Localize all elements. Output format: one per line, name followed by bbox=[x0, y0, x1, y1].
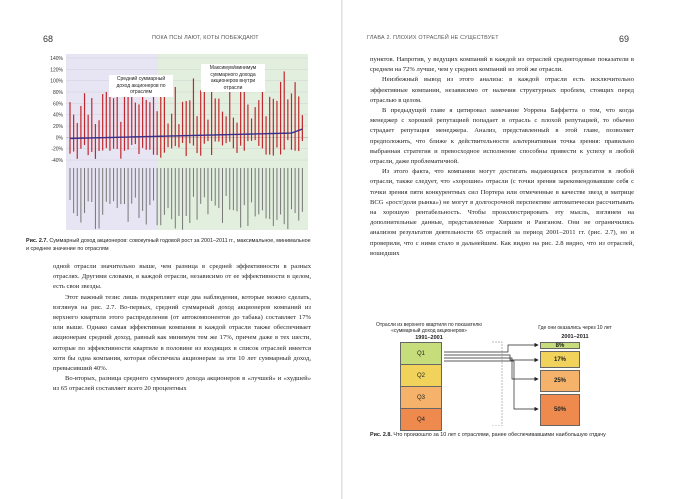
x-tick-label bbox=[295, 168, 296, 213]
x-tick-label bbox=[298, 168, 299, 221]
x-tick-label bbox=[88, 168, 89, 201]
x-tick-label bbox=[91, 168, 92, 202]
x-tick-label bbox=[168, 168, 169, 208]
quartile-q1: Q1 bbox=[400, 342, 442, 365]
range-bar bbox=[247, 104, 248, 141]
x-tick-label bbox=[193, 168, 194, 197]
x-tick-label bbox=[218, 168, 219, 208]
range-bar bbox=[120, 122, 121, 159]
paragraph: Этот важный тезис лишь подкрепляет еще два наблюдения, которые можно сделать, взглянув на рис. 2.7. Во-первых, средний суммарный доход акционеров компаний из верхнего квартиля этого распределения (от автокомпонентов до табака) составляет 17% или выше. Однако самая эффективная компания в каждой отрасли также обеспечивает акционерам средний доход, равный как минимум тем же 17%, причем даже в тех шести, которые по эффективности квартиле в половине из входящих в список отраслей имеется хотя бы одна компания, которая обеспечила акционерам за эти 10 лет суммарный доход, превысивший 40%. bbox=[53, 293, 311, 373]
range-bar bbox=[149, 102, 150, 149]
range-bar bbox=[175, 87, 176, 146]
range-bar bbox=[106, 92, 107, 148]
range-bar bbox=[98, 120, 99, 151]
x-tick-label bbox=[189, 168, 190, 223]
x-tick-label bbox=[178, 168, 179, 216]
y-tick-label: 140% bbox=[50, 56, 63, 62]
arrow-q2 bbox=[444, 355, 538, 360]
x-tick-label bbox=[291, 168, 292, 209]
x-tick-label bbox=[251, 168, 252, 202]
arrow-q1 bbox=[444, 345, 538, 352]
paragraph: пунктов. Напротив, у ведущих компаний в каждой из отраслей среднегодовые показатели в среднем на 72% лучше, чем у средних компаний из этой же отрасли. bbox=[370, 56, 634, 74]
range-bar bbox=[186, 101, 187, 156]
range-bar bbox=[273, 99, 274, 156]
x-tick-label bbox=[186, 168, 187, 216]
y-tick-label: 80% bbox=[52, 90, 63, 96]
range-bar bbox=[77, 123, 78, 159]
x-tick-label bbox=[149, 168, 150, 205]
range-bar bbox=[276, 101, 277, 148]
x-tick-label bbox=[302, 168, 303, 212]
x-tick-label bbox=[95, 168, 96, 229]
outcome-q2: 17% bbox=[540, 351, 580, 368]
quartile-q4: Q4 bbox=[400, 408, 442, 431]
diagram-left-heading: Отрасли из верхнего квартиля по показателю «суммарный доход акционеров» bbox=[375, 322, 483, 334]
x-tick-label bbox=[182, 168, 183, 230]
x-tick-label bbox=[200, 168, 201, 204]
x-tick-label bbox=[211, 168, 212, 201]
range-bar bbox=[287, 99, 288, 140]
annotation-median: Средний суммарный доход акционеров по отраслям bbox=[109, 75, 173, 97]
quartile-diagram bbox=[370, 322, 634, 426]
range-bar bbox=[200, 90, 201, 155]
left-body-text bbox=[53, 262, 311, 395]
x-tick-label bbox=[237, 168, 238, 211]
x-tick-label bbox=[77, 168, 78, 216]
caption-text: Что произошло за 10 лет с отраслями, ранее обеспечивавшими наибольшую отдачу bbox=[393, 432, 606, 438]
arrow-q4 bbox=[444, 361, 538, 409]
y-tick-label: -20% bbox=[51, 146, 63, 153]
x-tick-label bbox=[146, 168, 147, 225]
x-tick-label bbox=[226, 168, 227, 196]
page-number: 68 bbox=[43, 34, 54, 44]
x-tick-label bbox=[84, 168, 85, 213]
diagram-right-heading: Где они оказались через 10 лет bbox=[538, 325, 612, 331]
bracket bbox=[492, 342, 502, 426]
x-tick-label bbox=[142, 168, 143, 211]
range-bar bbox=[291, 93, 292, 149]
range-bar bbox=[251, 118, 252, 140]
x-tick-label bbox=[138, 168, 139, 218]
range-bar bbox=[233, 118, 234, 149]
outcome-q3: 25% bbox=[540, 370, 580, 392]
range-bar bbox=[269, 97, 270, 155]
paragraph: Неизбежный вывод из этого анализа: в каждой отрасли есть исключительно эффективные компании, независимо от наличия структурных проблем, стоящих перед отраслью в целом. bbox=[370, 76, 634, 104]
range-bar bbox=[113, 98, 114, 149]
paragraph: Из этого факта, что компании могут достигать выдающихся результатов в любой отрасли, также следует, что «хорошие» отрасли (с точки зрения зарекомендовавшие себя с точки зрения пяти конкурентных сил Портера или отмеченные в качестве звезд в матрице BCG «рост/доля рынка») не могут в долгосрочной перспективе автоматически рассчитывать на хорошую рентабельность. Чтобы проиллюстрировать эту мысль, взглянем на дополнительные данные, представленные Хиршем и Ранганом. Они не ограничились анализом результатов деятельности 65 отраслей за период 2001–2011 гг. (рис. 2.7), но и проверили, что с ними стало в дальнейшем. Как видно на рис. 2.8 видно, что из отраслей, вошедших bbox=[370, 168, 634, 257]
y-tick-label: 120% bbox=[50, 67, 63, 74]
range-bar bbox=[240, 85, 241, 145]
range-bar bbox=[84, 93, 85, 145]
x-tick-label bbox=[262, 168, 263, 210]
left-page bbox=[0, 0, 342, 499]
x-tick-label bbox=[276, 168, 277, 220]
x-tick-label bbox=[124, 168, 125, 204]
figure-caption bbox=[26, 237, 314, 253]
paragraph: В предыдущей главе я цитировал замечание Уоррена Баффетта о том, что когда менеджер с хорошей репутацией попадает в отрасль с плохой репутацией, то обычно страдает репутация менеджера. Анализ, представленный в этой главе, позволяет предположить, что ближе к действительности альтернативная точка зрения: правильно выбранная стратегия и превосходное исполнение способны привести к успеху в любой отрасли, даже проблематичной. bbox=[370, 107, 634, 166]
range-bar bbox=[182, 102, 183, 143]
y-tick-label: -40% bbox=[51, 158, 63, 164]
x-tick-label bbox=[266, 168, 267, 219]
range-bar bbox=[153, 90, 154, 154]
range-bar bbox=[284, 71, 285, 149]
x-tick-label bbox=[109, 168, 110, 204]
x-tick-label bbox=[258, 168, 259, 214]
page-number: 69 bbox=[619, 34, 630, 44]
range-bar bbox=[138, 104, 139, 154]
x-tick-label bbox=[153, 168, 154, 200]
x-tick-label bbox=[215, 168, 216, 206]
diagram-left-period: 1991–2001 bbox=[415, 335, 443, 341]
range-bar bbox=[88, 115, 89, 155]
y-tick-label: 20% bbox=[52, 124, 63, 130]
range-bar bbox=[73, 115, 74, 152]
y-tick-label: 60% bbox=[52, 101, 63, 108]
diagram-right-period: 2001–2011 bbox=[561, 334, 589, 340]
range-bar bbox=[298, 96, 299, 151]
range-bar bbox=[280, 82, 281, 155]
x-tick-label bbox=[247, 168, 248, 226]
x-tick-label bbox=[164, 168, 165, 215]
quartile-q3: Q3 bbox=[400, 386, 442, 409]
range-bar bbox=[211, 81, 212, 155]
range-bar bbox=[135, 103, 136, 145]
x-tick-label bbox=[131, 168, 132, 204]
x-tick-label bbox=[222, 168, 223, 223]
outcome-q4: 50% bbox=[540, 394, 580, 426]
range-bar bbox=[295, 82, 296, 151]
range-bar bbox=[236, 123, 237, 153]
range-bar bbox=[189, 100, 190, 143]
x-tick-label bbox=[113, 168, 114, 201]
x-tick-label bbox=[99, 168, 100, 228]
caption-text: Суммарный доход акционеров: совокупный годовой рост за 2001–2011 гг., максимальное, минимальное и среднее значение по отраслям bbox=[26, 238, 311, 253]
outcome-q1: 8% bbox=[540, 342, 580, 349]
x-tick-label bbox=[269, 168, 270, 219]
range-bar bbox=[146, 100, 147, 150]
x-tick-label bbox=[102, 168, 103, 215]
annotation-range: Максимум/минимум суммарного дохода акционеров внутри отрасли bbox=[201, 64, 265, 92]
paragraph: Во-вторых, разница среднего суммарного дохода акционеров в «лучшей» и «худшей» из 65 отраслей составляет всего 20 процентных bbox=[53, 375, 311, 393]
x-tick-label bbox=[106, 168, 107, 202]
range-bar bbox=[207, 120, 208, 142]
x-tick-label bbox=[287, 168, 288, 229]
x-tick-label bbox=[160, 168, 161, 225]
range-bar bbox=[95, 124, 96, 159]
flow-arrows bbox=[370, 322, 634, 426]
x-tick-label bbox=[273, 168, 274, 226]
range-bar bbox=[164, 87, 165, 153]
x-tick-label bbox=[207, 168, 208, 214]
range-bar bbox=[127, 95, 128, 150]
y-tick-label: 100% bbox=[50, 78, 63, 85]
running-head: ГЛАВА 2. ПЛОХИХ ОТРАСЛЕЙ НЕ СУЩЕСТВУЕТ bbox=[367, 35, 499, 41]
chart-figure bbox=[26, 50, 312, 232]
range-bar bbox=[80, 106, 81, 149]
quartile-q2: Q2 bbox=[400, 364, 442, 387]
range-bar bbox=[265, 116, 266, 154]
x-tick-label bbox=[70, 168, 71, 200]
range-bar bbox=[302, 115, 303, 141]
range-bar bbox=[91, 98, 92, 152]
caption-label: Рис. 2.8. bbox=[370, 432, 392, 438]
x-tick-label bbox=[229, 168, 230, 210]
x-tick-label bbox=[120, 168, 121, 204]
x-tick-label bbox=[80, 168, 81, 223]
caption-label: Рис. 2.7. bbox=[26, 238, 48, 244]
figure-caption bbox=[370, 431, 640, 439]
x-tick-label bbox=[255, 168, 256, 216]
x-tick-label bbox=[244, 168, 245, 205]
range-bar bbox=[258, 100, 259, 146]
x-tick-label bbox=[240, 168, 241, 228]
x-tick-label bbox=[204, 168, 205, 197]
x-tick-label bbox=[197, 168, 198, 220]
paragraph: одной отрасли значительно выше, чем разница в средней эффективности в разных отраслях. Другими словами, в каждой отрасли, независимо от ее эффективности в целом, есть свои звезды. bbox=[53, 263, 311, 291]
running-head: ПОКА ПСЫ ЛАЮТ, КОТЫ ПОБЕЖДАЮТ bbox=[152, 35, 259, 41]
y-tick-label: 0% bbox=[55, 135, 63, 142]
range-bar bbox=[222, 112, 223, 146]
right-page bbox=[343, 0, 686, 499]
x-tick-label bbox=[175, 168, 176, 229]
range-bar bbox=[69, 102, 70, 154]
x-tick-label bbox=[128, 168, 129, 222]
x-tick-label bbox=[284, 168, 285, 224]
x-tick-label bbox=[280, 168, 281, 215]
range-bar bbox=[171, 114, 172, 149]
x-tick-label bbox=[73, 168, 74, 213]
range-bar bbox=[244, 86, 245, 150]
x-tick-label bbox=[171, 168, 172, 219]
range-bar bbox=[102, 94, 103, 150]
range-bar bbox=[255, 107, 256, 140]
x-tick-label bbox=[157, 168, 158, 225]
x-tick-label bbox=[117, 168, 118, 208]
range-bar bbox=[226, 116, 227, 143]
x-tick-label bbox=[233, 168, 234, 210]
range-bar bbox=[196, 116, 197, 153]
right-body-text bbox=[370, 55, 634, 259]
range-bar bbox=[157, 111, 158, 155]
x-tick-label bbox=[135, 168, 136, 198]
outcome-stack bbox=[540, 342, 584, 426]
y-tick-label: 40% bbox=[52, 112, 63, 119]
